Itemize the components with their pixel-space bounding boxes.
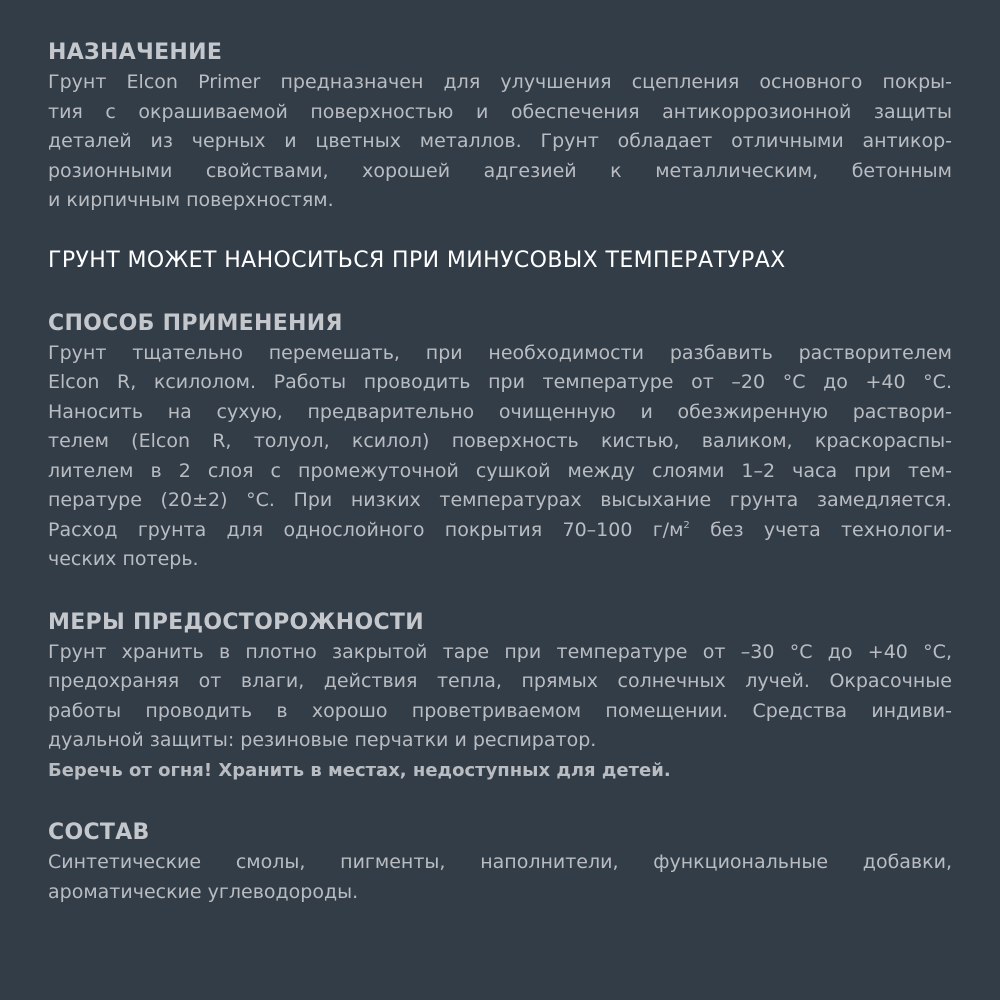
fire-warning: Беречь от огня! Хранить в местах, недоступных для детей.: [48, 759, 671, 781]
method-heading: СПОСОБ ПРИМЕНЕНИЯ: [48, 310, 343, 336]
method-section: [48, 309, 952, 575]
safety-line: Грунт хранить в плотно закрытой таре при температуре от –30 °С до +40 °С,: [48, 640, 952, 663]
composition-line: ароматические углеводороды.: [48, 880, 359, 903]
composition-section: [48, 818, 952, 907]
method-line: Наносить на сухую, предварительно очищенную и обезжиренную раствори-: [48, 400, 952, 423]
safety-line: предохраняя от влаги, действия тепла, прямых солнечных лучей. Окрасочные: [48, 670, 952, 692]
consumption-sup: 2: [683, 519, 690, 531]
composition-line: Синтетические смолы, пигменты, наполнители, функциональные добавки,: [48, 851, 952, 873]
method-line: Грунт тщательно перемешать, при необходимости разбавить растворителем: [48, 341, 952, 364]
composition-heading: СОСТАВ: [48, 820, 150, 845]
consumption-line: [48, 516, 952, 546]
method-line: телем (Elcon R, толуол, ксилол) поверхность кистью, валиком, краскораспы-: [48, 430, 952, 452]
sub-zero-banner: ГРУНТ МОЖЕТ НАНОСИТЬСЯ ПРИ МИНУСОВЫХ ТЕМПЕРАТУРАХ: [48, 247, 786, 273]
consumption-suffix: без учета технологи-: [689, 518, 952, 541]
method-line: ческих потерь.: [48, 548, 199, 570]
safety-heading: МЕРЫ ПРЕДОСТОРОЖНОСТИ: [48, 609, 424, 635]
method-line: лителем в 2 слоя с промежуточной сушкой между слоями 1–2 часа при тем-: [48, 459, 952, 482]
purpose-line: тия с окрашиваемой поверхностью и обеспечения антикоррозионной защиты: [48, 100, 952, 123]
purpose-line: Грунт Elcon Primer предназначен для улучшения сцепления основного покры-: [48, 71, 952, 93]
composition-text: [48, 848, 952, 907]
purpose-section: [48, 38, 952, 216]
consumption-prefix: Расход грунта для однослойного покрытия 70–100 г/м: [48, 518, 684, 541]
safety-section: [48, 608, 952, 786]
purpose-heading: НАЗНАЧЕНИЕ: [48, 40, 223, 65]
purpose-line: розионными свойствами, хорошей адгезией к металлическим, бетонным: [48, 159, 952, 182]
safety-line: работы проводить в хорошо проветриваемом помещении. Средства индиви-: [48, 699, 952, 722]
banner-section: [48, 246, 952, 276]
method-line: пературе (20±2) °С. При низких температурах высыхание грунта замедляется.: [48, 489, 952, 511]
purpose-text: [48, 68, 952, 216]
safety-text: [48, 638, 952, 756]
purpose-line: и кирпичным поверхностям.: [48, 189, 334, 211]
method-text: [48, 339, 952, 575]
purpose-line: деталей из черных и цветных металлов. Грунт обладает отличными антикор-: [48, 130, 952, 152]
method-line: Elcon R, ксилолом. Работы проводить при температуре от –20 °С до +40 °С.: [48, 371, 952, 393]
safety-line: дуальной защиты: резиновые перчатки и респиратор.: [48, 729, 597, 751]
